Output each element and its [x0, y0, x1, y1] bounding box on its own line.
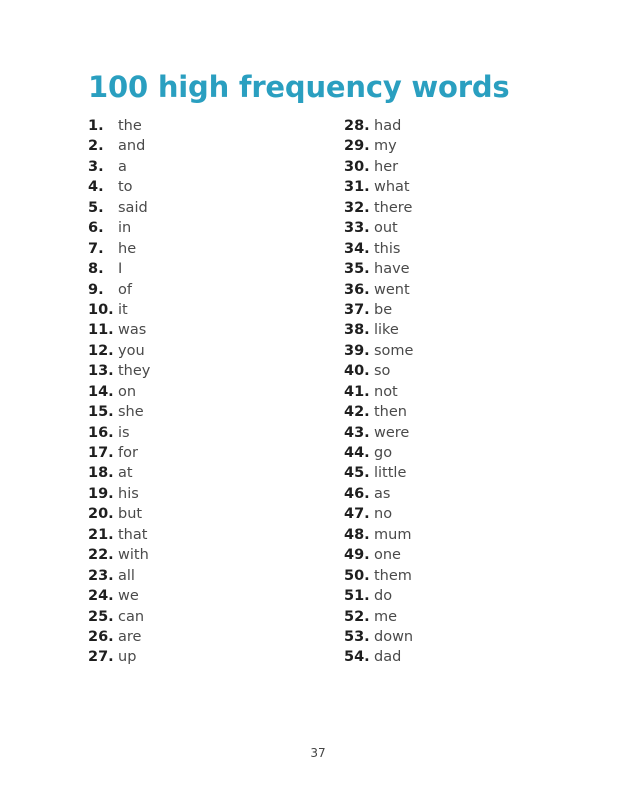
- list-item: [88, 361, 150, 381]
- word-text: was: [118, 322, 147, 339]
- word-number: 30.: [344, 158, 370, 175]
- word-text: little: [374, 465, 407, 482]
- word-text: one: [374, 547, 401, 564]
- word-text: in: [118, 220, 132, 237]
- list-item: [344, 647, 413, 667]
- list-item: [88, 443, 150, 463]
- word-list-right-column: [344, 116, 413, 668]
- list-item: [88, 136, 150, 156]
- list-item: [344, 463, 413, 483]
- word-text: there: [374, 199, 413, 216]
- list-item: [344, 525, 413, 545]
- list-item: [344, 320, 413, 340]
- word-number: 29.: [344, 138, 370, 155]
- word-text: mum: [374, 526, 412, 543]
- word-text: at: [118, 465, 133, 482]
- word-text: no: [374, 506, 393, 523]
- list-item: [88, 177, 150, 197]
- word-text: as: [374, 485, 391, 502]
- word-number: 33.: [344, 220, 370, 237]
- list-item: [88, 627, 150, 647]
- word-number: 9.: [88, 281, 104, 298]
- list-item: [88, 423, 150, 443]
- word-text: but: [118, 506, 143, 523]
- word-text: are: [118, 628, 142, 645]
- word-number: 3.: [88, 158, 104, 175]
- word-number: 35.: [344, 261, 370, 278]
- word-number: 12.: [88, 342, 114, 359]
- word-number: 39.: [344, 342, 370, 359]
- word-text: can: [118, 608, 145, 625]
- word-text: we: [118, 588, 139, 605]
- word-number: 18.: [88, 465, 114, 482]
- list-item: [344, 423, 413, 443]
- word-number: 31.: [344, 179, 370, 196]
- word-text: then: [374, 404, 407, 421]
- list-item: [88, 382, 150, 402]
- word-number: 46.: [344, 485, 370, 502]
- word-number: 42.: [344, 404, 370, 421]
- list-item: [88, 607, 150, 627]
- word-text: so: [374, 363, 391, 380]
- word-number: 23.: [88, 567, 114, 584]
- list-item: [344, 136, 413, 156]
- list-item: [344, 177, 413, 197]
- word-text: out: [374, 220, 398, 237]
- list-item: [88, 484, 150, 504]
- word-text: some: [374, 342, 414, 359]
- word-number: 20.: [88, 506, 114, 523]
- word-number: 1.: [88, 118, 104, 134]
- word-number: 17.: [88, 445, 114, 461]
- word-number: 4.: [88, 179, 104, 196]
- list-item: [88, 341, 150, 361]
- list-item: [88, 402, 150, 422]
- list-item: [344, 504, 413, 524]
- word-text: he: [118, 240, 137, 257]
- word-number: 38.: [344, 322, 370, 339]
- word-text: a: [118, 158, 127, 175]
- word-text: they: [118, 363, 151, 380]
- word-text: this: [374, 240, 401, 257]
- word-text: up: [118, 649, 137, 666]
- word-number: 2.: [88, 138, 104, 155]
- word-number: 34.: [344, 240, 370, 257]
- word-text: with: [118, 547, 149, 564]
- word-text: she: [118, 404, 144, 421]
- list-item: [88, 320, 150, 340]
- word-number: 25.: [88, 608, 114, 625]
- word-text: what: [374, 179, 410, 196]
- list-item: [344, 259, 413, 279]
- word-text: that: [118, 526, 148, 543]
- list-item: [88, 116, 150, 136]
- list-item: [88, 463, 150, 483]
- list-item: [88, 545, 150, 565]
- list-item: [344, 239, 413, 259]
- word-text: had: [374, 118, 402, 134]
- word-number: 26.: [88, 628, 114, 645]
- list-item: [344, 157, 413, 177]
- list-item: [88, 280, 150, 300]
- word-text: is: [118, 424, 130, 441]
- list-item: [344, 116, 413, 136]
- word-number: 14.: [88, 383, 114, 400]
- word-text: for: [118, 445, 138, 461]
- word-text: them: [374, 567, 412, 584]
- word-number: 44.: [344, 445, 370, 461]
- list-item: [88, 157, 150, 177]
- word-text: went: [374, 281, 410, 298]
- page-title: 100 high frequency words: [88, 70, 510, 104]
- list-item: [344, 607, 413, 627]
- list-item: [88, 647, 150, 667]
- list-item: [88, 198, 150, 218]
- word-number: 51.: [344, 588, 370, 605]
- word-text: his: [118, 485, 139, 502]
- word-number: 32.: [344, 199, 370, 216]
- word-number: 7.: [88, 240, 104, 257]
- word-text: down: [374, 628, 414, 645]
- word-number: 22.: [88, 547, 114, 564]
- word-text: have: [374, 261, 410, 278]
- word-text: me: [374, 608, 398, 625]
- word-text: the: [118, 118, 142, 134]
- word-text: on: [118, 383, 137, 400]
- page-number: 37: [310, 746, 326, 760]
- list-item: [344, 443, 413, 463]
- word-number: 40.: [344, 363, 370, 380]
- list-item: [344, 361, 413, 381]
- word-text: like: [374, 322, 399, 339]
- list-item: [88, 218, 150, 238]
- word-number: 43.: [344, 424, 370, 441]
- list-item: [344, 341, 413, 361]
- word-number: 28.: [344, 118, 370, 134]
- list-item: [344, 627, 413, 647]
- word-number: 5.: [88, 199, 104, 216]
- word-number: 54.: [344, 649, 370, 666]
- list-item: [344, 545, 413, 565]
- list-item: [88, 300, 150, 320]
- word-number: 10.: [88, 301, 114, 318]
- word-number: 8.: [88, 261, 104, 278]
- word-number: 24.: [88, 588, 114, 605]
- word-number: 45.: [344, 465, 370, 482]
- list-item: [344, 402, 413, 422]
- word-text: you: [118, 342, 145, 359]
- word-number: 47.: [344, 506, 370, 523]
- word-number: 27.: [88, 649, 114, 666]
- word-text: do: [374, 588, 393, 605]
- list-item: [344, 198, 413, 218]
- word-number: 19.: [88, 485, 114, 502]
- word-number: 48.: [344, 526, 370, 543]
- list-item: [344, 382, 413, 402]
- list-item: [88, 259, 150, 279]
- word-text: and: [118, 138, 146, 155]
- list-item: [88, 525, 150, 545]
- word-text: I: [118, 261, 123, 278]
- word-text: not: [374, 383, 398, 400]
- word-number: 50.: [344, 567, 370, 584]
- word-number: 16.: [88, 424, 114, 441]
- list-item: [344, 300, 413, 320]
- word-number: 6.: [88, 220, 104, 237]
- word-text: be: [374, 301, 393, 318]
- list-item: [88, 504, 150, 524]
- list-item: [344, 566, 413, 586]
- word-number: 41.: [344, 383, 370, 400]
- word-text: it: [118, 301, 128, 318]
- word-text: were: [374, 424, 410, 441]
- list-item: [344, 218, 413, 238]
- word-number: 52.: [344, 608, 370, 625]
- word-number: 11.: [88, 322, 114, 339]
- list-item: [88, 566, 150, 586]
- word-list-left-column: [88, 116, 150, 668]
- list-item: [344, 280, 413, 300]
- list-item: [88, 239, 150, 259]
- word-number: 37.: [344, 301, 370, 318]
- word-text: her: [374, 158, 399, 175]
- word-text: of: [118, 281, 132, 298]
- word-number: 21.: [88, 526, 114, 543]
- word-text: to: [118, 179, 133, 196]
- word-number: 36.: [344, 281, 370, 298]
- word-number: 13.: [88, 363, 114, 380]
- word-number: 15.: [88, 404, 114, 421]
- list-item: [344, 586, 413, 606]
- list-item: [88, 586, 150, 606]
- word-number: 49.: [344, 547, 370, 564]
- word-text: my: [374, 138, 397, 155]
- word-text: go: [374, 445, 393, 461]
- word-text: said: [118, 199, 148, 216]
- word-text: dad: [374, 649, 402, 666]
- word-text: all: [118, 567, 135, 584]
- word-number: 53.: [344, 628, 370, 645]
- list-item: [344, 484, 413, 504]
